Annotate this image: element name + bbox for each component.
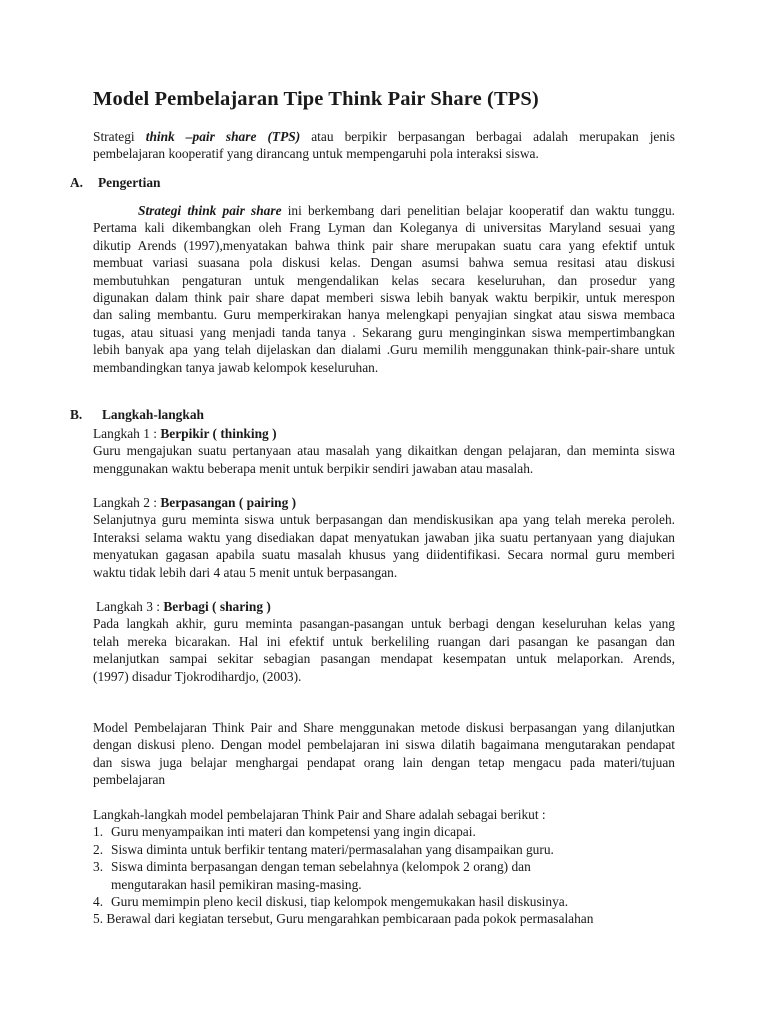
section-b-title: Langkah-langkah xyxy=(102,407,204,422)
section-a-line-first xyxy=(93,202,675,219)
section-a-line: lebih banyak apa yang telah dijelaskan dan dialami .Guru memilih menggunakan think-pair-share untuk xyxy=(93,342,675,358)
list-item-text xyxy=(111,858,531,893)
steps-list-items xyxy=(93,823,675,910)
list-item xyxy=(93,893,675,910)
step-2-line: menyatukan gagasan apabila suatu masalah khusus yang diidentifikasi. Secara normal guru memberi xyxy=(93,547,675,563)
intro-prefix: Strategi xyxy=(93,129,135,144)
step-1-name: Berpikir ( thinking ) xyxy=(160,426,277,441)
step-2-line: Selanjutnya guru meminta siswa untuk berpasangan dan mendiskusikan apa yang telah mereka peroleh. xyxy=(93,512,675,528)
section-a-line-last: membandingkan tanya jawab kelompok keseluruhan. xyxy=(93,359,379,375)
intro-line-2: pembelajaran kooperatif yang dirancang untuk mempengaruhi pola interaksi siswa. xyxy=(93,146,539,162)
list-item-5: 5. Berawal dari kegiatan tersebut, Guru mengarahkan pembicaraan pada pokok permasalahan xyxy=(93,911,594,927)
section-a-paragraph xyxy=(93,202,675,376)
summary-line-last: pembelajaran xyxy=(93,772,166,788)
list-item-number: 1. xyxy=(93,824,104,840)
list-item-text: Guru memimpin pleno kecil diskusi, tiap kelompok mengemukakan hasil diskusinya. xyxy=(111,894,569,910)
step-3-heading xyxy=(93,598,675,615)
step-3-name: Berbagi ( sharing ) xyxy=(163,599,271,614)
section-a-term: Strategi think pair share xyxy=(138,203,282,218)
intro-term: think –pair share (TPS) xyxy=(145,129,301,144)
step-2-line: Interaksi selama waktu yang disediakan dapat menyatukan jawaban jika suatu pertanyaan yang diajukan xyxy=(93,529,675,545)
step-3-line-last: (1997) disadur Tjokrodihardjo, (2003). xyxy=(93,668,302,684)
step-1-line-last: menggunakan waktu beberapa menit untuk berpikir sendiri jawaban atau masalah. xyxy=(93,460,534,476)
step-2-heading xyxy=(93,494,675,511)
section-a-rest: ini berkembang dari penelitian belajar kooperatif dan waktu tunggu. xyxy=(287,203,675,218)
steps-list-intro: Langkah-langkah model pembelajaran Think Pair and Share adalah sebagai berikut : xyxy=(93,807,546,822)
section-a-line: membutuhkan pengaturan untuk mengendalikan kelas secara keseluruhan, dan prosedur yang xyxy=(93,272,675,288)
list-item-text-line: Siswa diminta berpasangan dengan teman sebelahnya (kelompok 2 orang) dan xyxy=(111,859,531,875)
step-3-line: telah mereka bicarakan. Hal ini efektif untuk berkeliling ruangan dari pasangan ke pasangan dan xyxy=(93,633,675,649)
section-a-heading xyxy=(70,175,160,191)
step-1 xyxy=(93,425,675,477)
step-3-line: melanjutkan sampai sekitar sebagian pasangan mendapat kesempatan untuk melaporkan. Arends, xyxy=(93,651,675,667)
section-b-heading xyxy=(70,407,204,423)
summary-line: Model Pembelajaran Think Pair and Share menggunakan metode diskusi berpasangan yang dilanjutkan xyxy=(93,720,675,735)
intro-paragraph xyxy=(93,128,675,163)
step-2 xyxy=(93,494,675,581)
step-2-name: Berpasangan ( pairing ) xyxy=(160,495,297,510)
section-a-title: Pengertian xyxy=(98,175,161,190)
list-item xyxy=(93,841,675,858)
list-item xyxy=(93,823,675,840)
list-item-text-continuation: mengutarakan hasil pemikiran masing-masing. xyxy=(111,876,362,892)
list-item xyxy=(93,858,675,893)
list-item-number: 2. xyxy=(93,841,104,857)
section-a-number: A. xyxy=(70,175,84,190)
list-item-number: 4. xyxy=(93,894,104,910)
section-a-line: digunakan dalam think pair share dapat memberi siswa lebih banyak waktu berpikir, untuk merespon xyxy=(93,290,675,306)
section-a-line: dikutip Arends (1997),menyatakan bahwa think pair share merupakan suatu cara yang efektif untuk xyxy=(93,237,675,253)
list-item-number: 3. xyxy=(93,859,104,875)
step-3-line: Pada langkah akhir, guru meminta pasangan-pasangan untuk berbagi dengan keseluruhan kelas yang xyxy=(93,616,675,632)
section-a-line: dan saling membantu. Guru memperkirakan hanya melengkapi penyajian singkat atau siswa membaca xyxy=(93,307,675,323)
summary-line: dengan diskusi pleno. Dengan model pembelajaran ini siswa dilatih bagaimana mengutarakan pendapat xyxy=(93,737,675,753)
step-1-line: Guru mengajukan suatu pertanyaan atau masalah yang dikaitkan dengan pelajaran, dan meminta siswa xyxy=(93,443,675,459)
steps-list xyxy=(93,806,675,928)
step-3 xyxy=(93,598,675,685)
list-item-text: Siswa diminta untuk berfikir tentang materi/permasalahan yang disampaikan guru. xyxy=(111,841,554,857)
step-2-line-last: waktu tidak lebih dari 4 atau 5 menit untuk berpasangan. xyxy=(93,564,398,580)
section-a-line: membuat variasi suasana pola diskusi kelas. Dengan asumsi bahwa semua resitasi atau diskusi xyxy=(93,255,675,271)
step-1-label: Langkah 1 : xyxy=(93,426,157,441)
page-title: Model Pembelajaran Tipe Think Pair Share (TPS) xyxy=(93,88,539,110)
section-a-line: tugas, atau situasi yang menjadi tanda tanya . Sekarang guru menginginkan siswa mempertimbangkan xyxy=(93,324,675,340)
section-a-line: Pertama kali dikembangkan oleh Frang Lyman dan Koleganya di universitas Maryland sesuai yang xyxy=(93,220,675,236)
list-item-text: Guru menyampaikan inti materi dan kompetensi yang ingin dicapai. xyxy=(111,824,476,840)
intro-rest: atau berpikir berpasangan berbagai adalah merupakan jenis xyxy=(311,129,675,144)
section-b-number: B. xyxy=(70,407,83,422)
step-2-label: Langkah 2 : xyxy=(93,495,157,510)
step-3-label: Langkah 3 : xyxy=(96,599,160,614)
step-1-heading xyxy=(93,425,675,442)
intro-line-1 xyxy=(93,128,675,145)
summary-line: dan siswa juga belajar menghargai pendapat orang lain dengan tetap mengacu pada materi/tujuan xyxy=(93,754,675,770)
summary-paragraph xyxy=(93,719,675,789)
